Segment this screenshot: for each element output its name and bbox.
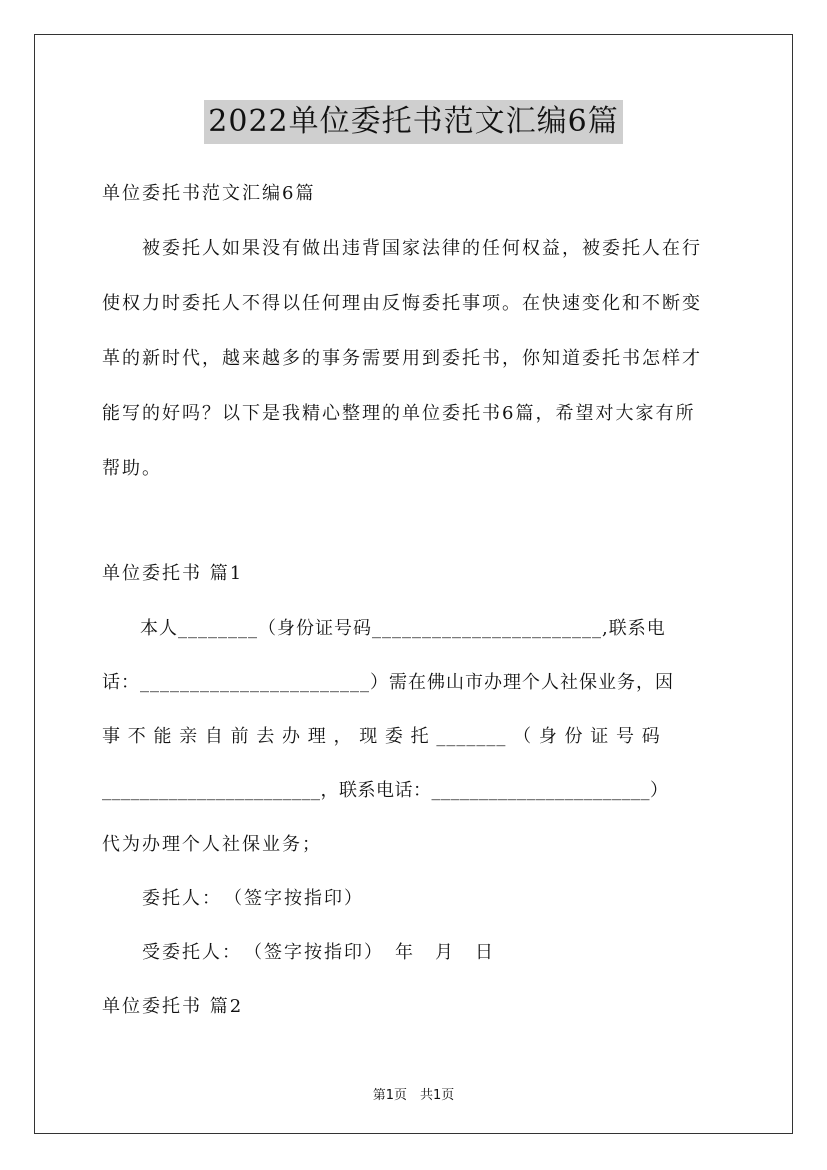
section-1-line-5: 代为办理个人社保业务； bbox=[102, 834, 322, 855]
section-2-heading: 单位委托书 篇2 bbox=[102, 996, 244, 1017]
section-1-line-2: 话：_______________________）需在佛山市办理个人社保业务，因 bbox=[102, 672, 674, 693]
signature-principal: 委托人： （签字按指印） bbox=[102, 888, 364, 909]
section-1-line-3: 事 不 能 亲 自 前 去 办 理 ， 现 委 托 _______ （ 身 份 证 号 码 bbox=[102, 726, 661, 747]
page-footer: 第1页 共1页 bbox=[372, 1088, 455, 1103]
intro-line-4: 能写的好吗？以下是我精心整理的单位委托书6篇，希望对大家有所 bbox=[102, 403, 696, 424]
section-1-line-4: _______________________，联系电话：_______________________） bbox=[102, 780, 669, 801]
intro-line-5: 帮助。 bbox=[102, 458, 162, 479]
intro-line-1: 被委托人如果没有做出违背国家法律的任何权益，被委托人在行 bbox=[102, 238, 702, 259]
document-title: 2022单位委托书范文汇编6篇 bbox=[204, 100, 622, 144]
section-1-line-1: 本人________（身份证号码_______________________,联系电 bbox=[102, 618, 666, 639]
intro-line-3: 革的新时代，越来越多的事务需要用到委托书，你知道委托书怎样才 bbox=[102, 348, 702, 369]
document-title-wrap bbox=[0, 100, 827, 144]
section-1-heading: 单位委托书 篇1 bbox=[102, 563, 244, 584]
signature-agent: 受委托人： （签字按指印） 年 月 日 bbox=[102, 942, 495, 963]
intro-line-2: 使权力时委托人不得以任何理由反悔委托事项。在快速变化和不断变 bbox=[102, 293, 702, 314]
document-subtitle: 单位委托书范文汇编6篇 bbox=[102, 183, 316, 204]
